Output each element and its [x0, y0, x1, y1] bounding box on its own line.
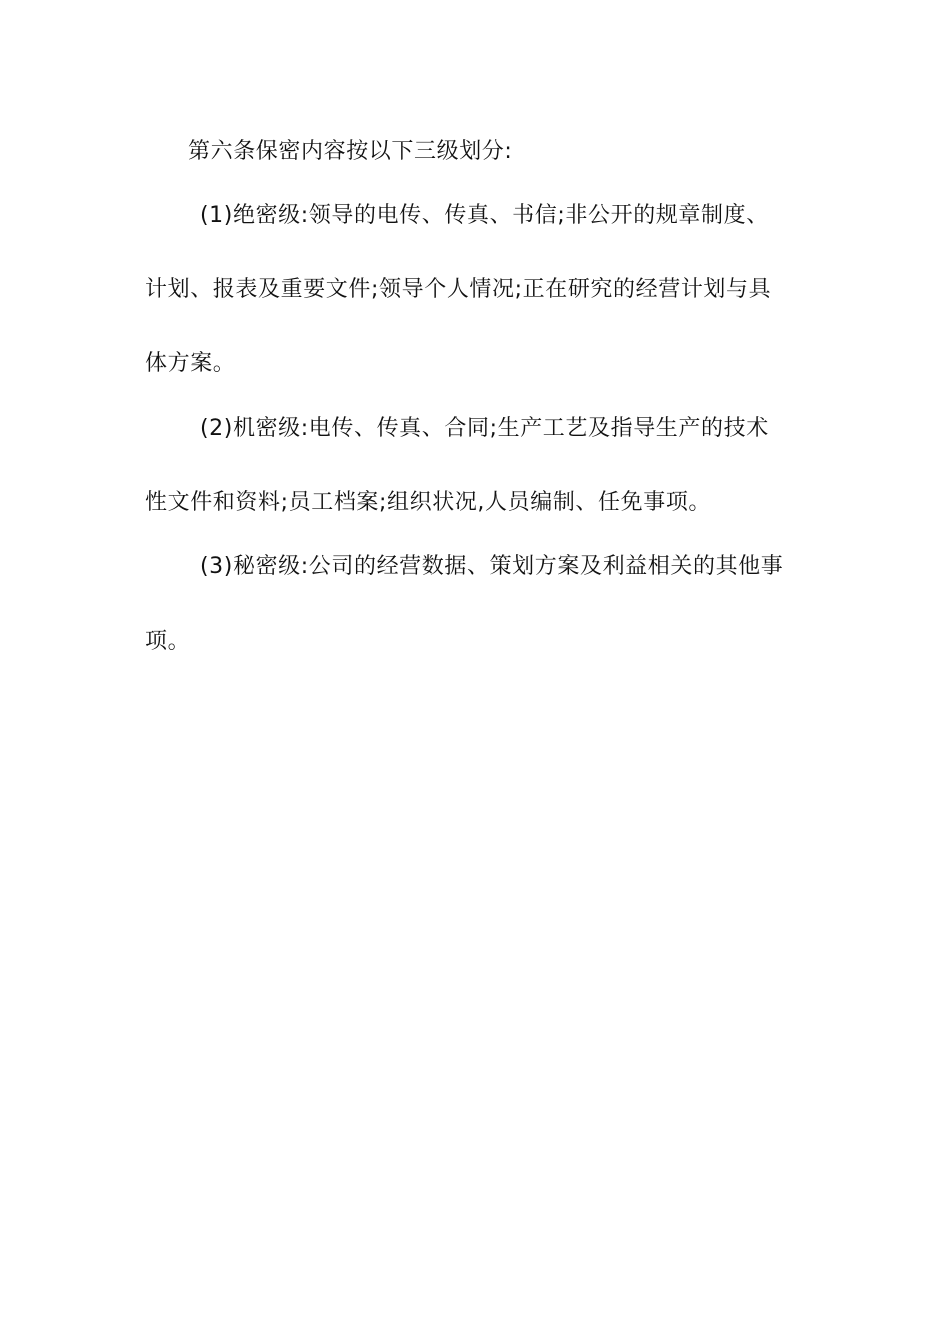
- paragraph-line: 项。: [145, 629, 191, 654]
- paragraph-line: 计划、报表及重要文件;领导个人情况;正在研究的经营计划与具: [145, 277, 772, 302]
- paragraph-line: (1)绝密级:领导的电传、传真、书信;非公开的规章制度、: [200, 203, 769, 228]
- paragraph-line: (3)秘密级:公司的经营数据、策划方案及利益相关的其他事: [200, 554, 784, 579]
- paragraph-line: 性文件和资料;员工档案;组织状况,人员编制、任免事项。: [145, 490, 712, 515]
- article-heading: 第六条保密内容按以下三级划分:: [188, 139, 513, 164]
- paragraph-line: 体方案。: [145, 351, 236, 376]
- paragraph-line: (2)机密级:电传、传真、合同;生产工艺及指导生产的技术: [200, 416, 769, 441]
